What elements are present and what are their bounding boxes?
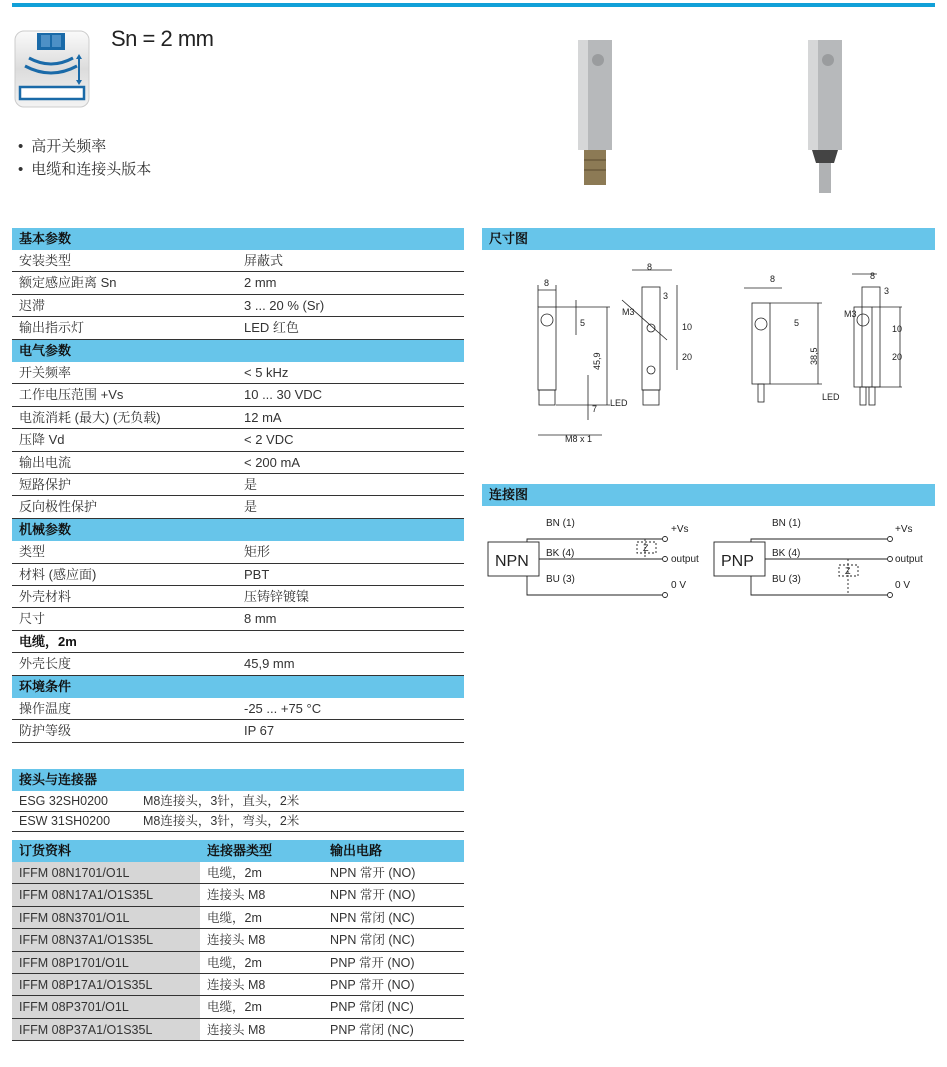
spec-row (12, 317, 464, 339)
order-row (12, 929, 464, 951)
spec-label: 类型 (19, 544, 46, 560)
spec-row (12, 720, 464, 742)
connector-type: 电缆，2m (207, 1000, 262, 1015)
wire-bu: BU (3) (546, 574, 575, 585)
load-z: Z (643, 543, 649, 553)
wiring-diagram (482, 510, 935, 600)
spec-row (12, 362, 464, 384)
output-circuit: NPN 常开 (NO) (330, 866, 416, 880)
spec-value: < 2 VDC (244, 432, 294, 448)
spec-value: 2 mm (244, 275, 277, 291)
spec-label: 安装类型 (19, 253, 72, 268)
feature-item: • 高开关频率 (18, 135, 151, 158)
spec-row (12, 586, 464, 608)
ordering-header (12, 840, 464, 862)
terminal-vs: +Vs (895, 524, 913, 535)
spec-label: 操作温度 (19, 701, 72, 716)
order-code: IFFM 08N17A1/O1S35L (12, 884, 200, 905)
spec-label: 反向极性保护 (19, 499, 98, 515)
spec-row (12, 631, 464, 653)
spec-value: 是 (244, 477, 258, 492)
order-row (12, 907, 464, 929)
connector-type: 连接头 M8 (207, 1022, 266, 1037)
order-row (12, 952, 464, 974)
spec-label: 电缆，2m (19, 633, 77, 649)
spec-row (12, 429, 464, 451)
feature-item: • 电缆和连接头版本 (18, 158, 151, 181)
dim-width-2: 8 (647, 262, 653, 272)
output-circuit: PNP 常开 (NO) (330, 955, 415, 970)
connector-type: 连接头 M8 (207, 888, 266, 903)
accessory-desc: M8连接头，3针，弯头，2米 (143, 814, 300, 828)
accessory-row (12, 791, 464, 812)
spec-label: 短路保护 (19, 477, 72, 492)
led-label-2: LED (822, 392, 840, 402)
spec-label: 尺寸 (19, 611, 46, 627)
order-code: IFFM 08P3701/O1L (12, 996, 200, 1017)
spec-label: 防护等级 (19, 723, 72, 739)
dim-m3b: M3 (844, 309, 857, 319)
dim-width-4: 8 (870, 271, 876, 281)
dim-5: 5 (580, 318, 586, 328)
connector-type: 电缆，2m (207, 955, 262, 970)
spec-row (12, 496, 464, 518)
output-circuit: PNP 常闭 (NC) (330, 1000, 414, 1015)
dim-3b: 3 (884, 286, 890, 296)
dim-width-1: 8 (544, 278, 550, 288)
dim-3: 3 (663, 291, 669, 301)
dim-20: 20 (682, 352, 693, 362)
spec-row (12, 698, 464, 720)
order-code: IFFM 08P1701/O1L (12, 952, 200, 973)
spec-value: 矩形 (244, 544, 271, 560)
accessory-row (12, 811, 464, 832)
order-code: IFFM 08N37A1/O1S35L (12, 929, 200, 950)
dim-10: 10 (682, 322, 693, 332)
spec-value: LED 红色 (244, 320, 299, 336)
dim-m3: M3 (622, 307, 635, 317)
spec-row (12, 384, 464, 406)
spec-label: 压降 Vd (19, 432, 65, 448)
accessory-code: ESW 31SH0200 (19, 814, 111, 828)
order-code: IFFM 08P17A1/O1S35L (12, 974, 200, 995)
spec-value: IP 67 (244, 723, 275, 739)
order-row (12, 1019, 464, 1041)
spec-value: 10 ... 30 VDC (244, 387, 323, 403)
connector-type: 连接头 M8 (207, 933, 266, 948)
spec-label: 电流消耗 (最大) (无负载) (19, 409, 161, 425)
dim-width-3: 8 (770, 274, 776, 284)
feature-list (18, 135, 151, 181)
section-header-accessories: 接头与连接器 (12, 769, 464, 791)
dim-10b: 10 (892, 324, 903, 334)
dim-7: 7 (592, 404, 598, 414)
spec-row (12, 541, 464, 563)
section-header: 电气参数 (12, 340, 464, 362)
wire-bn: BN (1) (772, 518, 801, 529)
section-header-wiring: 连接图 (482, 484, 935, 506)
order-row (12, 974, 464, 996)
spec-row (12, 474, 464, 496)
terminal-vs: +Vs (671, 524, 689, 535)
wire-bk: BK (4) (546, 548, 575, 559)
output-circuit: PNP 常开 (NO) (330, 978, 415, 992)
connector-type: 电缆，2m (207, 866, 262, 880)
npn-label: NPN (495, 553, 529, 570)
dim-length-1: 45,9 (592, 352, 602, 370)
col-header-connector: 连接器类型 (207, 843, 273, 858)
spec-row (12, 564, 464, 586)
product-photo-cable (790, 35, 860, 195)
col-header-order: 订货资料 (19, 843, 72, 858)
spec-value: 8 mm (244, 611, 277, 627)
spec-row (12, 452, 464, 474)
product-photo-connector (560, 35, 630, 195)
spec-value: 屏蔽式 (244, 253, 284, 268)
output-circuit: NPN 常闭 (NC) (330, 933, 415, 948)
spec-value: < 200 mA (244, 454, 301, 470)
spec-value: 3 ... 20 % (Sr) (244, 297, 325, 313)
top-accent-bar (12, 3, 935, 7)
accessory-code: ESG 32SH0200 (19, 794, 108, 808)
section-header-dimensions: 尺寸图 (482, 228, 935, 250)
spec-label: 工作电压范围 +Vs (19, 387, 124, 403)
dim-thread: M8 x 1 (565, 434, 593, 444)
spec-label: 材料 (感应面) (19, 566, 97, 582)
order-code: IFFM 08P37A1/O1S35L (12, 1019, 200, 1040)
dimension-drawing (482, 260, 935, 460)
spec-label: 外壳长度 (19, 656, 72, 672)
output-circuit: PNP 常闭 (NC) (330, 1022, 414, 1037)
spec-row (12, 295, 464, 317)
dim-length-2: 38,5 (809, 347, 819, 365)
shielded-sensor-icon (14, 30, 92, 110)
spec-label: 开关频率 (19, 365, 72, 380)
wire-bk: BK (4) (772, 548, 801, 559)
spec-row (12, 608, 464, 630)
spec-value: PBT (244, 566, 270, 582)
wire-bn: BN (1) (546, 518, 575, 529)
terminal-0v: 0 V (671, 580, 687, 591)
spec-label: 输出电流 (19, 454, 72, 470)
connector-type: 电缆，2m (207, 910, 262, 925)
order-row (12, 884, 464, 906)
spec-row (12, 250, 464, 272)
spec-label: 外壳材料 (19, 589, 72, 604)
spec-value: 45,9 mm (244, 656, 295, 672)
terminal-output: output (895, 554, 923, 565)
accessory-desc: M8连接头，3针，直头，2米 (143, 794, 300, 808)
order-row (12, 862, 464, 884)
spec-label: 迟滞 (19, 297, 46, 313)
spec-value: 压铸锌镀镍 (244, 589, 310, 604)
order-code: IFFM 08N3701/O1L (12, 907, 200, 928)
dim-5b: 5 (794, 318, 800, 328)
terminal-0v: 0 V (895, 580, 911, 591)
wire-bu: BU (3) (772, 574, 801, 585)
spec-value: < 5 kHz (244, 365, 289, 380)
section-header: 环境条件 (12, 676, 464, 698)
pnp-label: PNP (721, 553, 754, 570)
spec-value: 是 (244, 499, 258, 515)
spec-row (12, 407, 464, 429)
order-row (12, 996, 464, 1018)
spec-value: 12 mA (244, 409, 282, 425)
section-header: 机械参数 (12, 519, 464, 541)
page-title: Sn = 2 mm (111, 26, 214, 51)
dim-20b: 20 (892, 352, 903, 362)
output-circuit: NPN 常开 (NO) (330, 888, 416, 903)
spec-label: 额定感应距离 Sn (19, 275, 117, 291)
output-circuit: NPN 常闭 (NC) (330, 910, 415, 925)
spec-row (12, 272, 464, 294)
terminal-output: output (671, 554, 699, 565)
spec-row (12, 653, 464, 675)
col-header-output: 输出电路 (330, 843, 383, 858)
led-label: LED (610, 398, 628, 408)
order-code: IFFM 08N1701/O1L (12, 862, 200, 883)
connector-type: 连接头 M8 (207, 978, 266, 992)
load-z: Z (845, 566, 851, 576)
spec-label: 输出指示灯 (19, 320, 85, 336)
spec-value: -25 ... +75 °C (244, 701, 322, 716)
section-header-basic: 基本参数 (12, 228, 464, 250)
